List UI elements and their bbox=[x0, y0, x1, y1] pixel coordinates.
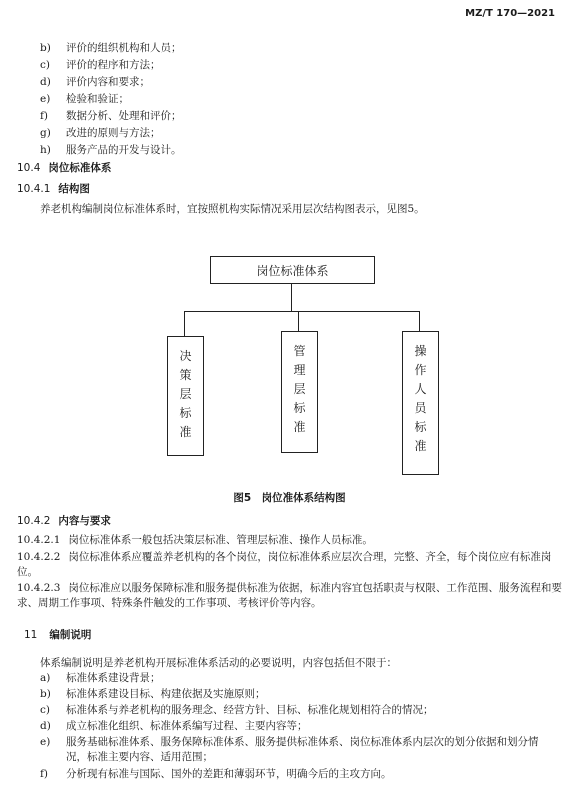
connector-line bbox=[291, 283, 292, 311]
standard-number: MZ/T 170—2021 bbox=[465, 8, 555, 19]
diagram-node-management: 管 理 层 标 准 bbox=[281, 331, 318, 453]
list-item: d) 评价内容和要求； bbox=[40, 76, 150, 88]
list-item: d) 成立标准化组织、标准体系编写过程、主要内容等； bbox=[40, 720, 308, 732]
list-item: g) 改进的原则与方法； bbox=[40, 127, 161, 139]
list-item: b) 评价的组织机构和人员； bbox=[40, 42, 182, 54]
diagram-node-operator: 操 作 人 员 标 准 bbox=[402, 331, 439, 475]
list-item: e) 检验和验证； bbox=[40, 93, 129, 105]
section-heading-10-4-2: 10.4.2 内容与要求 bbox=[17, 515, 111, 527]
connector-line bbox=[298, 311, 299, 331]
list-item: c) 评价的程序和方法； bbox=[40, 59, 161, 71]
paragraph-10-4-2-2: 10.4.2.2 岗位标准体系应覆盖养老机构的各个岗位，岗位标准体系应层次合理，完整、齐全，每个岗位应有标准岗位。 bbox=[17, 551, 552, 578]
list-item: f) 数据分析、处理和评价； bbox=[40, 110, 182, 122]
list-item: e) 服务基础标准体系、服务保障标准体系、服务提供标准体系、岗位标准体系内层次的划分依据和划分情况，标准主要内容、适用范围； bbox=[40, 736, 539, 763]
connector-line bbox=[184, 311, 185, 336]
section-heading-10-4: 10.4 岗位标准体系 bbox=[17, 162, 112, 174]
paragraph-10-4-2-1: 10.4.2.1 岗位标准体系一般包括决策层标准、管理层标准、操作人员标准。 bbox=[17, 534, 373, 546]
section-heading-10-4-1: 10.4.1 结构图 bbox=[17, 183, 90, 195]
diagram-node-decision: 决 策 层 标 准 bbox=[167, 336, 204, 456]
list-item: c) 标准体系与养老机构的服务理念、经营方针、目标、标准化规划相符合的情况； bbox=[40, 704, 434, 716]
paragraph-10-4-1: 养老机构编制岗位标准体系时，宜按照机构实际情况采用层次结构图表示，见图5。 bbox=[40, 203, 425, 215]
connector-line bbox=[419, 311, 420, 331]
section-heading-11: 11 编制说明 bbox=[24, 629, 92, 641]
list-item: a) 标准体系建设背景； bbox=[40, 672, 161, 684]
diagram-root-box: 岗位标准体系 bbox=[210, 256, 375, 284]
list-item: b) 标准体系建设目标、构建依据及实施原则； bbox=[40, 688, 266, 700]
connector-line bbox=[184, 311, 420, 312]
paragraph-10-4-2-3: 10.4.2.3 岗位标准应以服务保障标准和服务提供标准为依据，标准内容宜包括职责与权限、工作范围、服务流程和要求、周期工作事项、特殊条件触发的工作事项、考核评价等内容。 bbox=[17, 582, 562, 609]
paragraph-11: 体系编制说明是养老机构开展标准体系活动的必要说明，内容包括但不限于： bbox=[40, 657, 397, 669]
list-item: h) 服务产品的开发与设计。 bbox=[40, 144, 182, 156]
list-item: f) 分析现有标准与国际、国外的差距和薄弱环节，明确今后的主攻方向。 bbox=[40, 768, 392, 780]
figure-caption: 图5 岗位准体系结构图 bbox=[233, 492, 346, 504]
